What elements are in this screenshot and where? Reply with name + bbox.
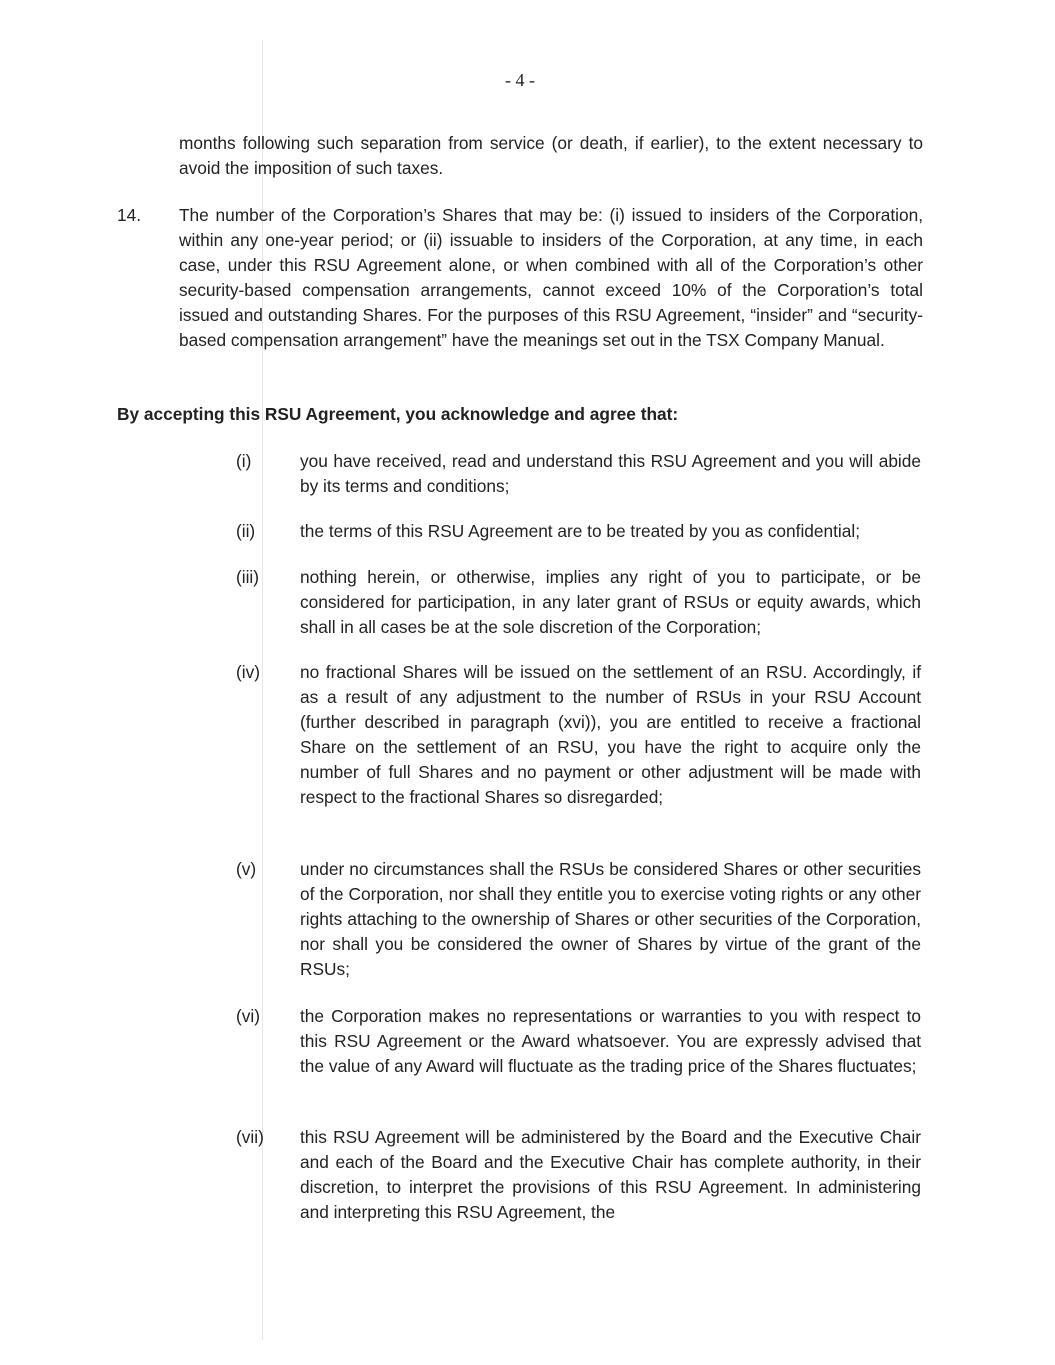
list-item-number: (iii) bbox=[236, 567, 260, 587]
list-item-text: this RSU Agreement will be administered by the Board and the Executive Chair and each of the Board and the Executive Chair has complete authority, in their discretion, to interpret the provisions of this RSU Agreement. In administering and interpreting this RSU Agreement, the bbox=[300, 1127, 921, 1222]
list-item-text: the terms of this RSU Agreement are to be treated by you as confidential; bbox=[300, 521, 861, 541]
section-14-text: The number of the Corporation’s Shares that may be: (i) issued to insiders of the Corporation, within any one-year period; or (ii) issuable to insiders of the Corporation, at any time, in each case, under this RSU Agreement alone, or when combined with all of the Corporation’s other security-based compensation arrangements, cannot exceed 10% of the Corporation’s total issued and outstanding Shares. For the purposes of this RSU Agreement, “insider” and “security-based compensation arrangement” have the meanings set out in the TSX Company Manual. bbox=[179, 205, 923, 350]
list-item-number: (vi) bbox=[236, 1006, 260, 1026]
continuation-paragraph: months following such separation from service (or death, if earlier), to the extent necessary to avoid the imposition of such taxes. bbox=[179, 133, 923, 178]
list-item-number: (vii) bbox=[236, 1127, 264, 1147]
page-number: - 4 - bbox=[505, 70, 535, 90]
section-14-number: 14. bbox=[117, 205, 142, 225]
acknowledge-heading: By accepting this RSU Agreement, you acknowledge and agree that: bbox=[117, 404, 679, 424]
list-item-number: (i) bbox=[236, 451, 252, 471]
list-item-number: (iv) bbox=[236, 662, 260, 682]
list-item-number: (v) bbox=[236, 859, 257, 879]
list-item-text: under no circumstances shall the RSUs be considered Shares or other securities of the Corporation, nor shall they entitle you to exercise voting rights or any other rights attaching to the ownership of Shares or other securities of the Corporation, nor shall you be considered the owner of Shares by virtue of the grant of the RSUs; bbox=[300, 859, 921, 979]
list-item-text: nothing herein, or otherwise, implies any right of you to participate, or be considered for participation, in any later grant of RSUs or equity awards, which shall in all cases be at the sole discretion of the Corporation; bbox=[300, 567, 921, 637]
list-item-text: the Corporation makes no representations or warranties to you with respect to this RSU Agreement or the Award whatsoever. You are expressly advised that the value of any Award will fluctuate as the trading price of the Shares fluctuates; bbox=[300, 1006, 921, 1076]
list-item-number: (ii) bbox=[236, 521, 256, 541]
list-item-text: no fractional Shares will be issued on the settlement of an RSU. Accordingly, if as a result of any adjustment to the number of RSUs in your RSU Account (further described in paragraph (xvi)), you are entitled to receive a fractional Share on the settlement of an RSU, you have the right to acquire only the number of full Shares and no payment or other adjustment will be made with respect to the fractional Shares so disregarded; bbox=[300, 662, 921, 807]
list-item-text: you have received, read and understand this RSU Agreement and you will abide by its terms and conditions; bbox=[300, 451, 921, 496]
